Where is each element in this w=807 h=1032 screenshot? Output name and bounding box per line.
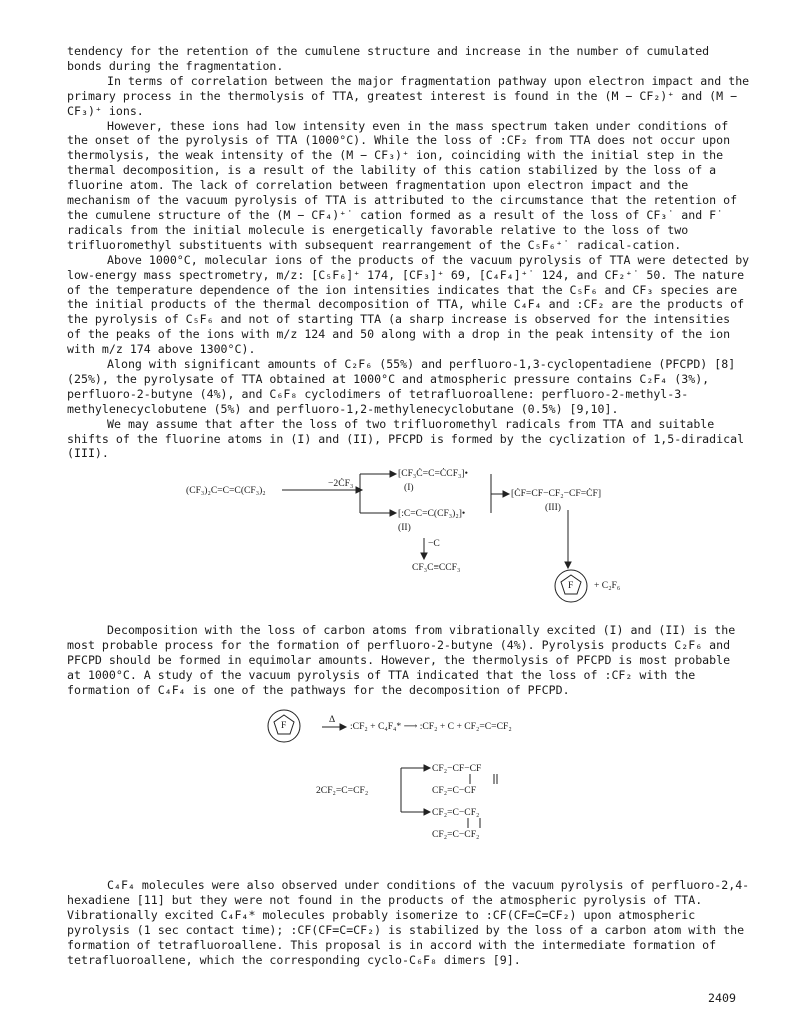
body-text-lower: [67, 878, 751, 967]
paragraph-2: In terms of correlation between the major fragmentation pathway upon electron impact and the primary process in the thermolysis of TTA, greatest interest is found in the (M − CF₂)⁺ and (M − CF₃)⁺ ions.: [67, 73, 750, 118]
scheme-2-line-1: :CF₂ + C₄F₄* ⟶ :CF₂ + C + CF₂=C=CF₂: [350, 721, 512, 732]
scheme-2-reactant: 2CF₂=C=CF₂: [316, 785, 369, 796]
intermediate-3: [ĊF=CF−CF₂−CF=ĊF]: [511, 488, 602, 499]
paragraph-5: Along with significant amounts of C₂F₆ (55%) and perfluoro-1,3-cyclopentadiene (PFCPD) [8] (25%), the pyrolysate of TTA obtained at 1000°C and atmospheric pressure contains C₂F₄ (3%), perfluoro-2-butyne (4%), and C₆F₈ cyclodimers of tetrafluoroallene: perfluoro-2-methyl-3-methylenecyclobutene (5%) and perfluoro-1,2-methylenecyclobutane (0.5%) [9,10].: [67, 357, 736, 416]
page-number: 2409: [708, 991, 736, 1005]
intermediate-3-label: (III): [545, 502, 561, 513]
paragraph-8: C₄F₄ molecules were also observed under conditions of the vacuum pyrolysis of perfluoro-2,4-hexadiene [11] but they were not found in the products of the atmospheric pyrolysis of TTA. Vibrationally excited C₄F₄* molecules probably isomerize to :CF(CF=C=CF₂) upon atmospheric pyrolysis (1 sec contact time); :CF(CF=C=CF₂) is stabilized by the loss of a carbon atom with the formation of tetrafluoroallene. This proposal is in accord with the intermediate formation of tetrafluoroallene, which the corresponding cyclo-C₆F₈ dimers [9].: [67, 878, 750, 967]
intermediate-1-label: (I): [404, 482, 414, 493]
intermediate-2-label: (II): [398, 522, 411, 533]
dimer-1-top: CF₂−CF−CF: [432, 763, 482, 774]
dimer-2-top: CF₂=C−CF₂: [432, 807, 480, 818]
perfluoro-2-butyne: CF₃C≡CCF₃: [412, 562, 461, 573]
dimer-1-bottom: CF₂=C−CF: [432, 785, 477, 796]
scheme-1-ring-label: F: [568, 580, 574, 591]
scheme-1-reactant: (CF₃)₂C=C=C(CF₃)₂: [186, 485, 266, 496]
delta-label: Δ: [329, 714, 336, 725]
intermediate-2: [:C=C=C(CF₃)₂]•: [398, 508, 466, 519]
minus-carbon-label: −C: [428, 538, 440, 549]
paragraph-4: Above 1000°C, molecular ions of the products of the vacuum pyrolysis of TTA were detected by low-energy mass spectrometry, m/z: [C₅F₆]⁺ 174, [CF₃]⁺ 69, [C₄F₄]⁺˙ 124, and CF₂⁺˙ 50. The nature of the temperature dependence of the ion intensities indicates that the C₅F₆ and CF₃ species are the initial products of the thermal decomposition of TTA, while C₄F₄ and :CF₂ are the products of the pyrolysis of C₅F₆ and not of starting TTA (a sharp increase is observed for the intensities of the peaks of the ions with m/z 124 and 50 along with a drop in the peak intensity of the ion with m/z 174 above 1300°C).: [67, 252, 750, 357]
paragraph-7: Decomposition with the loss of carbon atoms from vibrationally excited (I) and (II) is the most probable process for the formation of perfluoro-2-butyne (4%). Pyrolysis products C₂F₆ and PFCPD should be formed in equimolar amounts. However, the thermolysis of PFCPD is most probable at 1000°C. A study of the vacuum pyrolysis of TTA indicated that the loss of :CF₂ with the formation of C₄F₄ is one of the pathways for the decomposition of PFCPD.: [67, 623, 736, 697]
intermediate-1: [CF₃Ċ=C=ĊCF₃]•: [398, 468, 468, 479]
scheme-1-byproduct: + C₂F₆: [594, 580, 621, 591]
dimer-2-bottom: CF₂=C−CF₂: [432, 829, 480, 840]
paragraph-6: We may assume that after the loss of two trifluoromethyl radicals from TTA and suitable shifts of the fluorine atoms in (I) and (II), PFCPD is formed by the cyclization of 1,5-diradical (III).: [67, 416, 745, 461]
paragraph-1: tendency for the retention of the cumulene structure and increase in the number of cumulated bonds during the fragmentation.: [67, 44, 710, 73]
scheme-2-ring-label: F: [281, 720, 287, 731]
scheme-1-arrow-label: −2ĊF₃: [328, 478, 354, 489]
paragraph-3: However, these ions had low intensity even in the mass spectrum taken under conditions of the onset of the pyrolysis of TTA (1000°C). While the loss of :CF₂ from TTA does not occur upon thermolysis, the weak intensity of the (M − CF₃)⁺ ion, coinciding with the initial step in the thermal decomposition, is a result of the lability of this cation stabilized by the loss of a fluorine atom. The lack of correlation between fragmentation upon electron impact and the mechanism of the vacuum pyrolysis of TTA is attributed to the circumstance that the retention of the cumulene structure of the (M − CF₄)⁺˙ cation formed as a result of the loss of CF₃˙ and F˙ radicals from the initial molecule is energetically favorable relative to the loss of two trifluoromethyl substituents with subsequent rearrangement of the C₅F₆⁺˙ radical-cation.: [67, 118, 738, 252]
